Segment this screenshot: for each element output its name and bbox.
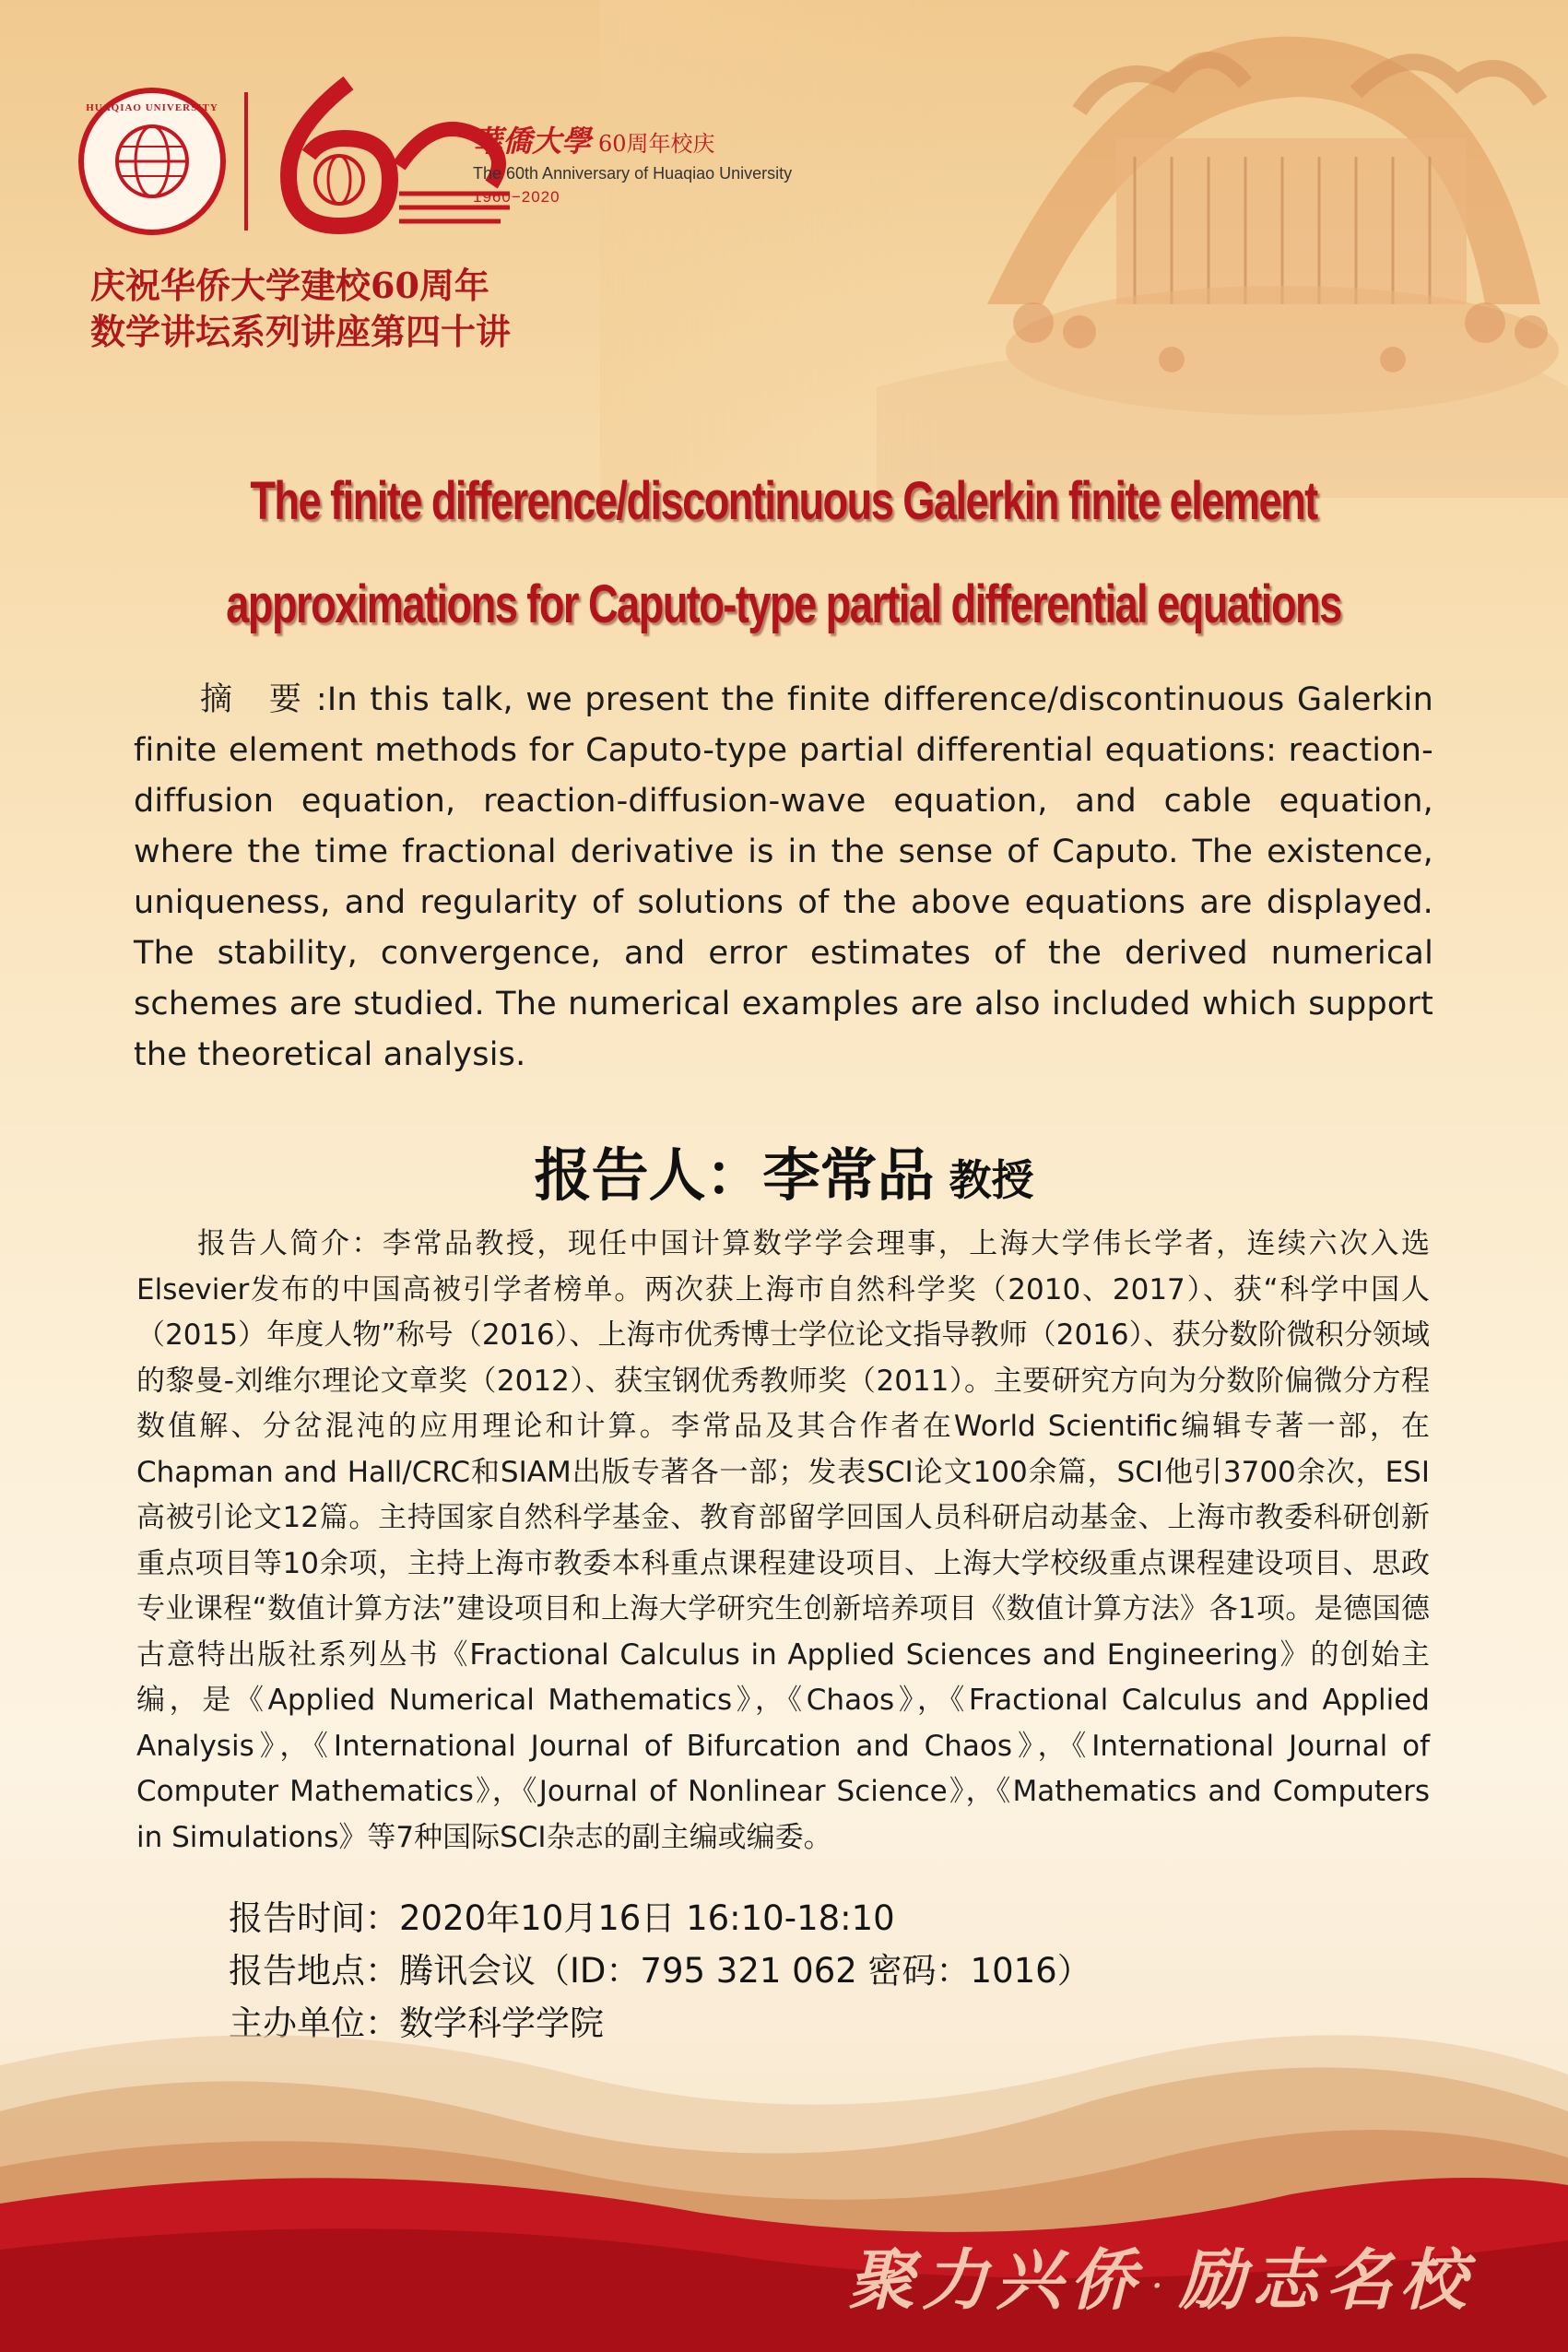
anniversary-cn: 60周年校庆 [598, 131, 715, 157]
anniversary-years: 1960−2020 [473, 188, 560, 206]
event-time: 报告时间：2020年10月16日 16:10-18:10 [229, 1898, 895, 1938]
abstract-text: 摘 要 :In this talk, we present the finite difference/discontinuous Galerkin finite element methods for Caputo-type partial differential equations: reaction-diffusion equation, reaction-diffusion-wave equation, and cable equation, where the time fractional derivative is in the sense of Caputo. The existence, uniqueness, and regularity of solutions of the above equations are displayed. The stability, convergence, and error estimates of the derived numerical schemes are studied. The numerical examples are also included which support the theoretical analysis. [134, 681, 1433, 1073]
series-heading [90, 263, 511, 355]
speaker-heading [0, 1129, 1568, 1211]
series-heading-line2: 数学讲坛系列讲座第四十讲 [90, 311, 512, 352]
talk-title-line2: approximations for Caputo-type partial differential equations [226, 574, 1341, 634]
anniversary-title-en: The 60th Anniversary of Huaqiao University [473, 164, 793, 183]
slogan-right: 励志名校 [1178, 2240, 1474, 2319]
header-divider [244, 92, 248, 230]
university-emblem-icon [78, 88, 226, 235]
speaker-title: 教授 [949, 1155, 1034, 1205]
emblem-text: HUAQIAO UNIVERSITY [86, 102, 218, 113]
speaker-label: 报告人： [534, 1141, 763, 1209]
event-place: 报告地点：腾讯会议（ID：795 321 062 密码：1016） [229, 1951, 1091, 1991]
talk-title-line1: The finite difference/discontinuous Galerkin finite element [250, 471, 1317, 531]
event-host: 主办单位：数学科学学院 [229, 2003, 604, 2043]
slogan-left: 聚力兴侨 [848, 2240, 1144, 2319]
slogan [848, 2227, 1473, 2322]
series-heading-line1: 庆祝华侨大学建校60周年 [90, 265, 489, 306]
brand-cn: 華僑大學 [473, 124, 592, 159]
anniversary-title-cn [473, 118, 715, 160]
speaker-bio: 报告人简介：李常品教授，现任中国计算数学学会理事，上海大学伟长学者，连续六次入选Elsevier发布的中国高被引学者榜单。两次获上海市自然科学奖（2010、2017）、获“科学中国人（2015）年度人物”称号（2016）、上海市优秀博士学位论文指导教师（2016）、获分数阶微积分领域的黎曼-刘维尔理论文章奖（2012）、获宝钢优秀教师奖（2011）。主要研究方向为分数阶偏微分方程数值解、分岔混沌的应用理论和计算。李常品及其合作者在World Scientific编辑专著一部，在Chapman and Hall/CRC和SIAM出版专著各一部；发表SCI论文100余篇，SCI他引3700余次，ESI高被引论文12篇。主持国家自然科学基金、教育部留学回国人员科研启动基金、上海市教委科研创新重点项目等10余项，主持上海市教委本科重点课程建设项目、上海大学校级重点课程建设项目、思政专业课程“数值计算方法”建设项目和上海大学研究生创新培养项目《数值计算方法》各1项。是德国德古意特出版社系列丛书《Fractional Calculus in Applied Sciences and Engineering》的创始主编，是《Applied Numerical Mathematics》，《Chaos》，《Fractional Calculus and Applied Analysis》，《International Journal of Bifurcation and Chaos》，《International Journal of Computer Mathematics》，《Journal of Nonlinear Science》，《Mathematics and Computers in Simulations》等7种国际SCI杂志的副主编或编委。 [136, 1227, 1430, 1854]
slogan-dot: · [1152, 2269, 1170, 2302]
anniversary-header [78, 74, 853, 230]
talk-title [216, 450, 1351, 656]
speaker-name: 李常品 [762, 1141, 935, 1209]
